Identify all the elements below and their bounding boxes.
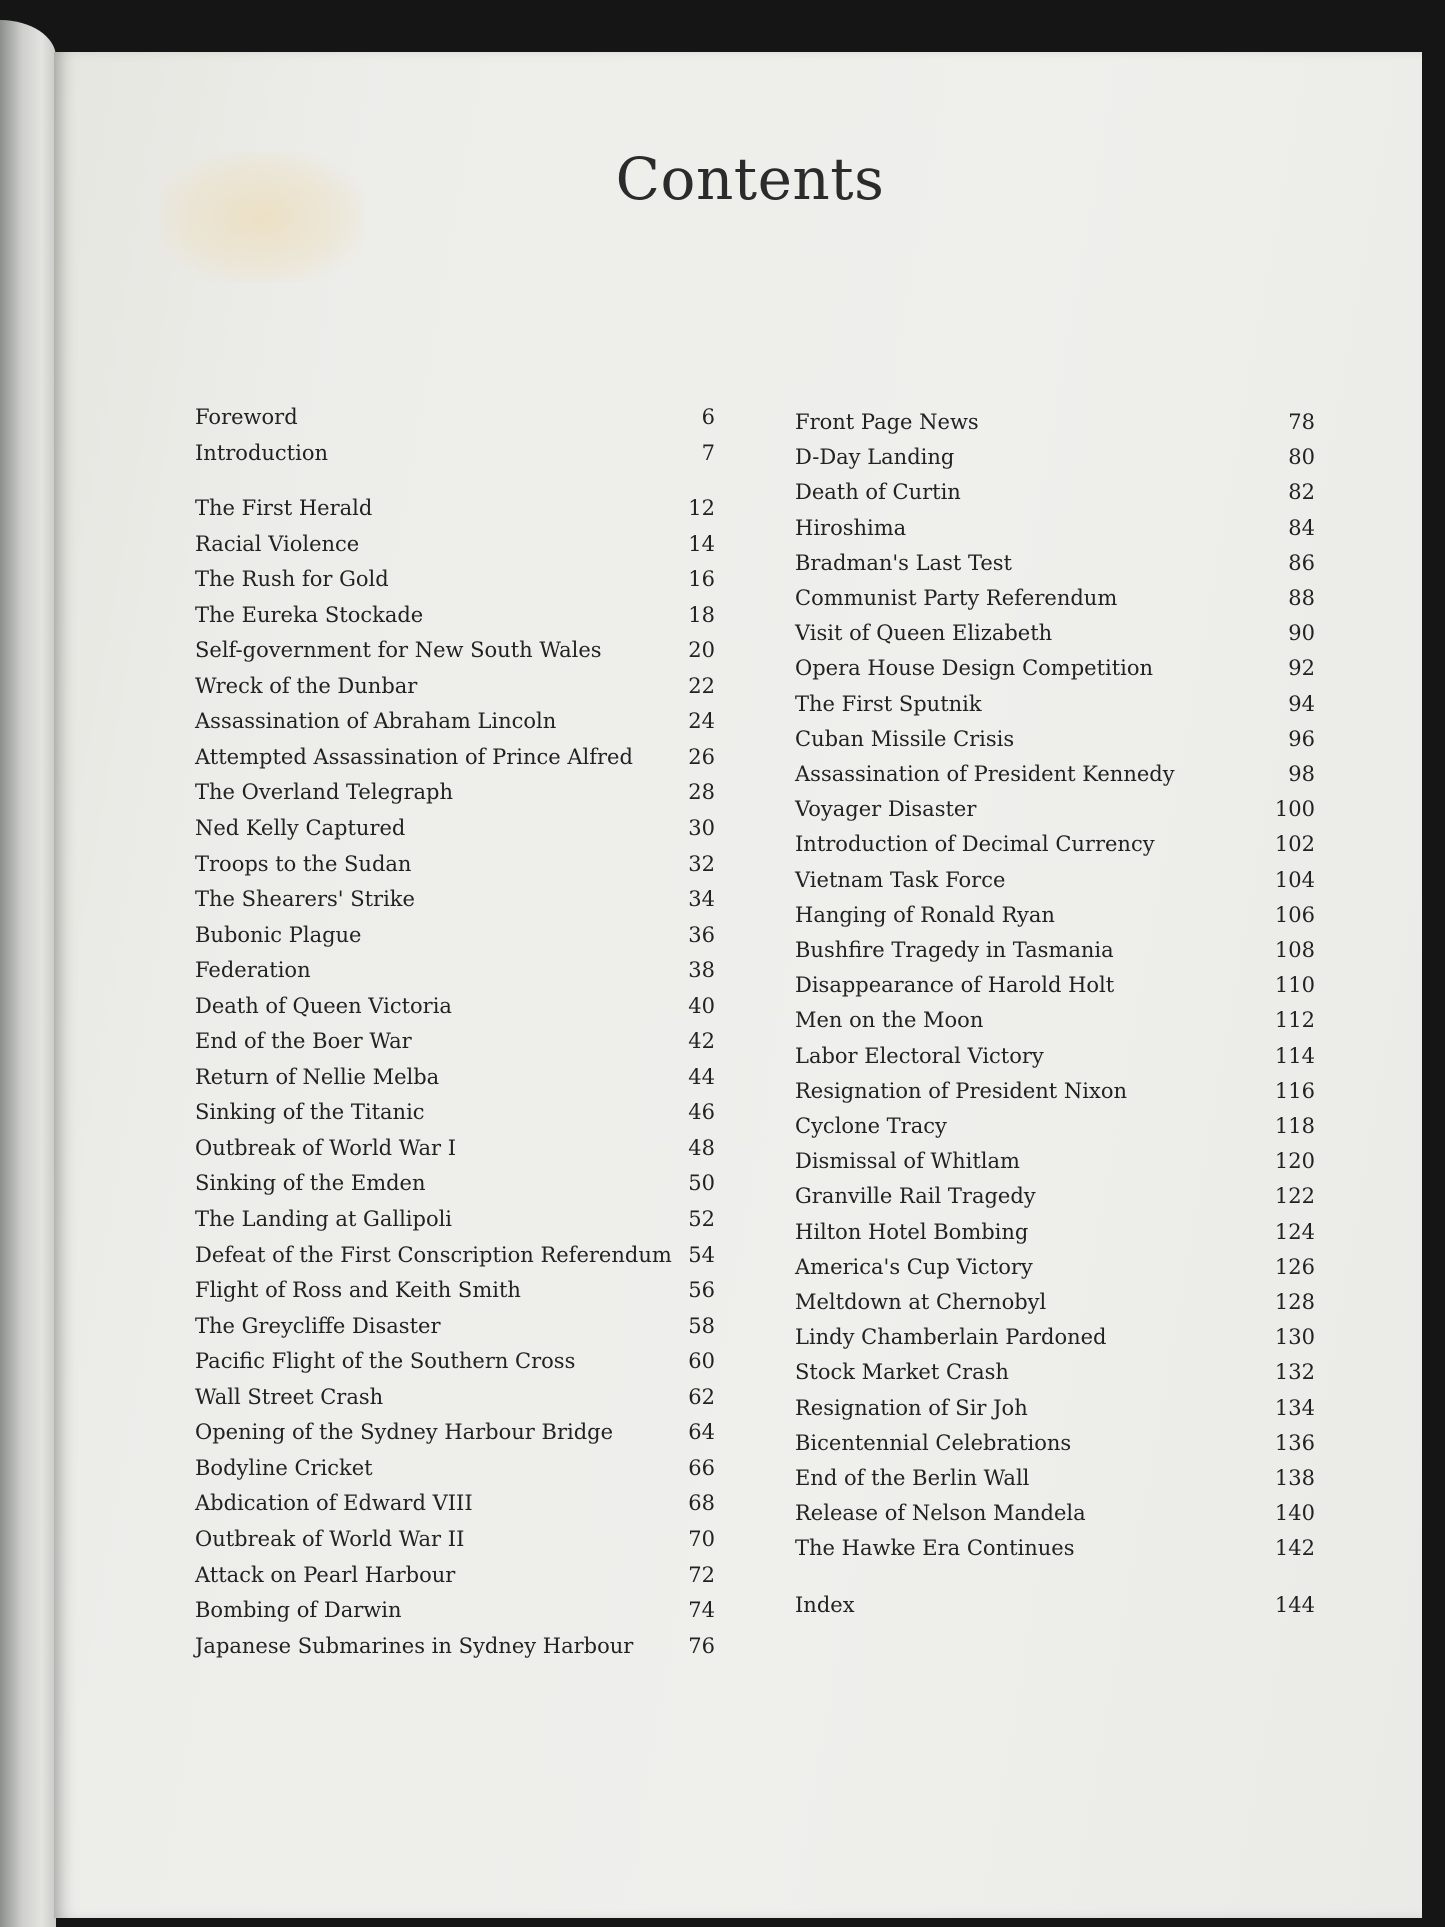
toc-entry-page-number: 34 — [688, 887, 715, 912]
toc-entry-page-number: 32 — [688, 851, 715, 876]
toc-entry-title: The Rush for Gold — [195, 567, 389, 592]
toc-entry-page-number: 14 — [688, 531, 715, 556]
toc-entry-title: Racial Violence — [195, 531, 360, 556]
toc-entry — [795, 1322, 1315, 1352]
toc-entry-page-number: 52 — [688, 1207, 715, 1231]
toc-entry-title: Index — [795, 1593, 855, 1617]
toc-entry-page-number: 80 — [1288, 445, 1315, 470]
toc-entry — [195, 1417, 715, 1447]
toc-entry — [795, 1005, 1315, 1035]
toc-entry — [195, 1204, 715, 1234]
toc-entry-title: The First Sputnik — [795, 691, 982, 716]
toc-entry — [795, 1041, 1315, 1071]
toc-entry-page-number: 142 — [1274, 1536, 1315, 1561]
toc-entry-title: Outbreak of World War I — [195, 1135, 457, 1160]
toc-entry — [795, 1590, 1315, 1620]
toc-entry-page-number: 124 — [1274, 1219, 1315, 1244]
toc-entry — [195, 1524, 715, 1554]
toc-entry-page-number: 92 — [1288, 656, 1315, 681]
toc-entry-title: Cuban Missile Crisis — [795, 726, 1015, 751]
toc-entry — [795, 829, 1315, 859]
toc-entry — [795, 970, 1315, 1000]
toc-entry — [795, 689, 1315, 719]
toc-entry-title: Bradman's Last Test — [795, 550, 1012, 575]
toc-entry — [795, 759, 1315, 789]
toc-entry — [795, 1111, 1315, 1141]
toc-entry — [195, 1026, 715, 1056]
toc-entry — [795, 548, 1315, 578]
toc-entry-page-number: 62 — [688, 1384, 715, 1409]
toc-entry — [795, 618, 1315, 648]
toc-entry — [795, 935, 1315, 965]
toc-entry-title: The Greycliffe Disaster — [195, 1313, 441, 1338]
toc-entry-title: Introduction — [195, 441, 328, 465]
toc-entry-title: The Overland Telegraph — [195, 780, 453, 805]
toc-entry — [195, 1595, 715, 1625]
toc-entry — [795, 1428, 1315, 1458]
toc-entry — [795, 1146, 1315, 1176]
toc-entry — [195, 920, 715, 950]
toc-entry-title: Resignation of Sir Joh — [795, 1395, 1028, 1420]
toc-entry — [195, 493, 715, 523]
toc-entry-page-number: 42 — [688, 1029, 715, 1054]
toc-entry — [195, 1631, 715, 1661]
toc-entry — [795, 1287, 1315, 1317]
toc-entry — [795, 513, 1315, 543]
toc-entry — [795, 794, 1315, 824]
toc-entry — [195, 742, 715, 772]
toc-entry-page-number: 64 — [688, 1420, 715, 1445]
toc-entry-page-number: 132 — [1274, 1360, 1315, 1385]
toc-entry — [195, 564, 715, 594]
toc-entry-page-number: 144 — [1274, 1593, 1315, 1617]
toc-entry-title: Communist Party Referendum — [795, 586, 1118, 610]
toc-entry — [195, 529, 715, 559]
toc-entry-page-number: 120 — [1274, 1149, 1315, 1174]
toc-entry — [195, 1346, 715, 1376]
toc-entry-title: Abdication of Edward VIII — [195, 1491, 473, 1516]
toc-entry-title: Bubonic Plague — [195, 922, 362, 947]
page-title: Contents — [615, 145, 885, 213]
toc-entry-page-number: 98 — [1288, 762, 1315, 786]
toc-entry-page-number: 130 — [1274, 1325, 1315, 1350]
toc-entry — [795, 724, 1315, 754]
toc-entry-title: Opera House Design Competition — [795, 656, 1154, 681]
toc-entry — [795, 1498, 1315, 1528]
toc-entry-page-number: 72 — [688, 1562, 715, 1587]
toc-entry-page-number: 106 — [1274, 902, 1315, 927]
toc-entry-title: The Landing at Gallipoli — [195, 1207, 453, 1231]
toc-entry-page-number: 22 — [688, 673, 715, 698]
toc-entry-page-number: 46 — [688, 1100, 715, 1125]
toc-entry-title: Disappearance of Harold Holt — [795, 973, 1115, 998]
toc-entry — [195, 1560, 715, 1590]
toc-entry-page-number: 12 — [688, 496, 715, 520]
toc-entry — [795, 1533, 1315, 1563]
toc-entry-title: Bombing of Darwin — [195, 1598, 402, 1623]
toc-entry-page-number: 134 — [1274, 1395, 1315, 1420]
toc-entry-page-number: 126 — [1274, 1254, 1315, 1279]
toc-entry-page-number: 86 — [1288, 550, 1315, 575]
toc-entry-page-number: 108 — [1274, 938, 1315, 962]
toc-entry — [195, 1168, 715, 1198]
toc-entry-title: End of the Boer War — [195, 1029, 412, 1054]
toc-entry-page-number: 102 — [1274, 832, 1315, 857]
toc-entry-page-number: 20 — [688, 638, 715, 663]
toc-entry — [195, 438, 715, 468]
toc-entry — [195, 991, 715, 1021]
toc-entry — [195, 1097, 715, 1127]
toc-entry-page-number: 48 — [688, 1135, 715, 1160]
toc-entry-page-number: 76 — [688, 1633, 715, 1658]
toc-entry-page-number: 18 — [688, 602, 715, 627]
toc-entry-page-number: 30 — [688, 815, 715, 840]
toc-entry-title: Wall Street Crash — [195, 1384, 384, 1409]
toc-entry-page-number: 118 — [1274, 1114, 1315, 1138]
toc-entry-title: The Hawke Era Continues — [795, 1536, 1075, 1561]
toc-entry-page-number: 36 — [688, 922, 715, 947]
toc-entry-title: Visit of Queen Elizabeth — [795, 621, 1053, 646]
toc-entry-title: Attempted Assassination of Prince Alfred — [195, 744, 633, 769]
toc-entry-title: Voyager Disaster — [795, 797, 977, 822]
toc-entry-page-number: 60 — [688, 1349, 715, 1374]
toc-entry-page-number: 122 — [1274, 1184, 1315, 1209]
toc-entry-title: Sinking of the Titanic — [195, 1100, 425, 1125]
toc-entry — [795, 865, 1315, 895]
toc-entry-page-number: 114 — [1274, 1043, 1315, 1068]
toc-entry — [195, 1133, 715, 1163]
toc-entry — [795, 1181, 1315, 1211]
toc-entry — [195, 813, 715, 843]
toc-entry-page-number: 136 — [1274, 1430, 1315, 1455]
toc-entry-title: Defeat of the First Conscription Referendum — [195, 1242, 672, 1267]
toc-entry-title: End of the Berlin Wall — [795, 1466, 1030, 1490]
toc-entry-title: Labor Electoral Victory — [795, 1043, 1044, 1068]
toc-entry-title: Outbreak of World War II — [195, 1526, 465, 1551]
toc-entry — [795, 1217, 1315, 1247]
toc-entry-page-number: 74 — [688, 1598, 715, 1623]
toc-entry — [195, 1275, 715, 1305]
toc-entry-page-number: 96 — [1288, 726, 1315, 751]
toc-entry — [195, 1062, 715, 1092]
toc-entry-page-number: 128 — [1274, 1290, 1315, 1314]
toc-entry-title: Stock Market Crash — [795, 1360, 1009, 1385]
toc-entry-page-number: 56 — [688, 1278, 715, 1303]
toc-entry-page-number: 90 — [1288, 621, 1315, 646]
toc-entry-title: Hiroshima — [795, 515, 907, 540]
toc-entry-page-number: 110 — [1274, 973, 1315, 998]
toc-entry-page-number: 100 — [1274, 797, 1315, 822]
toc-entry-title: The Shearers' Strike — [195, 887, 415, 912]
toc-entry — [195, 1311, 715, 1341]
toc-entry-title: Vietnam Task Force — [795, 867, 1006, 892]
toc-entry-page-number: 78 — [1288, 410, 1315, 434]
toc-entry-title: Ned Kelly Captured — [195, 815, 406, 840]
toc-entry-title: Assassination of Abraham Lincoln — [195, 709, 557, 734]
toc-entry-title: Lindy Chamberlain Pardoned — [795, 1325, 1107, 1350]
toc-entry-title: Resignation of President Nixon — [795, 1078, 1128, 1103]
toc-entry-page-number: 94 — [1288, 691, 1315, 716]
toc-entry-page-number: 138 — [1274, 1466, 1315, 1490]
toc-entry-title: Bicentennial Celebrations — [795, 1430, 1072, 1455]
toc-entry-page-number: 50 — [688, 1171, 715, 1196]
toc-entry-title: Flight of Ross and Keith Smith — [195, 1278, 521, 1303]
toc-entry-page-number: 68 — [688, 1491, 715, 1516]
toc-entry — [795, 1357, 1315, 1387]
toc-entry-page-number: 88 — [1288, 586, 1315, 610]
toc-entry-page-number: 54 — [688, 1242, 715, 1267]
toc-entry-title: Sinking of the Emden — [195, 1171, 426, 1196]
toc-entry-title: Self-government for New South Wales — [195, 638, 602, 663]
toc-entry — [795, 442, 1315, 472]
toc-entry-title: Front Page News — [795, 410, 979, 434]
toc-entry-title: Assassination of President Kennedy — [795, 762, 1175, 786]
toc-entry — [195, 884, 715, 914]
toc-entry-title: Foreword — [195, 405, 298, 429]
toc-entry-title: Hanging of Ronald Ryan — [795, 902, 1055, 927]
toc-entry-title: Meltdown at Chernobyl — [795, 1290, 1047, 1314]
toc-entry-title: Attack on Pearl Harbour — [195, 1562, 456, 1587]
toc-entry-page-number: 140 — [1274, 1501, 1315, 1526]
toc-entry — [195, 1453, 715, 1483]
toc-entry-page-number: 28 — [688, 780, 715, 805]
toc-entry-title: Introduction of Decimal Currency — [795, 832, 1155, 857]
toc-entry — [195, 600, 715, 630]
toc-entry — [195, 402, 715, 432]
toc-entry — [195, 1240, 715, 1270]
toc-entry — [195, 1488, 715, 1518]
toc-entry-page-number: 82 — [1288, 480, 1315, 505]
toc-entry — [195, 849, 715, 879]
toc-entry-title: America's Cup Victory — [795, 1254, 1033, 1279]
toc-entry — [195, 955, 715, 985]
toc-entry — [795, 653, 1315, 683]
toc-entry-page-number: 24 — [688, 709, 715, 734]
toc-entry-page-number: 26 — [688, 744, 715, 769]
toc-entry — [795, 583, 1315, 613]
toc-entry-title: Bushfire Tragedy in Tasmania — [795, 938, 1114, 962]
toc-entry — [195, 635, 715, 665]
toc-entry-title: Hilton Hotel Bombing — [795, 1219, 1029, 1244]
toc-entry-page-number: 104 — [1274, 867, 1315, 892]
toc-entry-title: Dismissal of Whitlam — [795, 1149, 1020, 1174]
toc-entry-title: Release of Nelson Mandela — [795, 1501, 1086, 1526]
toc-entry-title: Federation — [195, 958, 311, 983]
toc-entry-page-number: 58 — [688, 1313, 715, 1338]
toc-entry-title: Wreck of the Dunbar — [195, 673, 418, 698]
toc-entry — [795, 1076, 1315, 1106]
toc-entry-title: Return of Nellie Melba — [195, 1064, 440, 1089]
toc-entry-page-number: 116 — [1274, 1078, 1315, 1103]
toc-entry — [195, 671, 715, 701]
toc-entry-title: Death of Curtin — [795, 480, 961, 505]
toc-entry-title: Cyclone Tracy — [795, 1114, 947, 1138]
toc-entry-title: Japanese Submarines in Sydney Harbour — [195, 1633, 634, 1658]
toc-entry-page-number: 84 — [1288, 515, 1315, 540]
toc-entry-title: Bodyline Cricket — [195, 1455, 373, 1480]
toc-entry — [795, 1393, 1315, 1423]
toc-entry — [795, 477, 1315, 507]
toc-entry-title: Men on the Moon — [795, 1008, 984, 1033]
toc-entry-title: Opening of the Sydney Harbour Bridge — [195, 1420, 614, 1445]
toc-entry-title: Troops to the Sudan — [195, 851, 412, 876]
facing-page-edge — [0, 20, 56, 1927]
toc-entry — [795, 1252, 1315, 1282]
toc-entry — [195, 1382, 715, 1412]
toc-entry-title: Granville Rail Tragedy — [795, 1184, 1036, 1209]
toc-entry-title: D-Day Landing — [795, 445, 955, 470]
toc-entry-title: The First Herald — [195, 496, 373, 520]
toc-entry-page-number: 40 — [688, 993, 715, 1018]
toc-entry-page-number: 70 — [688, 1526, 715, 1551]
toc-entry — [795, 1463, 1315, 1493]
toc-entry-page-number: 7 — [701, 441, 715, 465]
toc-entry — [795, 407, 1315, 437]
toc-entry-page-number: 44 — [688, 1064, 715, 1089]
toc-entry-page-number: 16 — [688, 567, 715, 592]
toc-entry — [195, 777, 715, 807]
toc-entry-page-number: 66 — [688, 1455, 715, 1480]
toc-entry-title: Pacific Flight of the Southern Cross — [195, 1349, 576, 1374]
toc-entry-title: The Eureka Stockade — [195, 602, 424, 627]
toc-entry — [195, 706, 715, 736]
toc-entry-title: Death of Queen Victoria — [195, 993, 452, 1018]
toc-entry — [795, 900, 1315, 930]
toc-entry-page-number: 6 — [701, 405, 715, 429]
toc-entry-page-number: 112 — [1274, 1008, 1315, 1033]
toc-entry-page-number: 38 — [688, 958, 715, 983]
